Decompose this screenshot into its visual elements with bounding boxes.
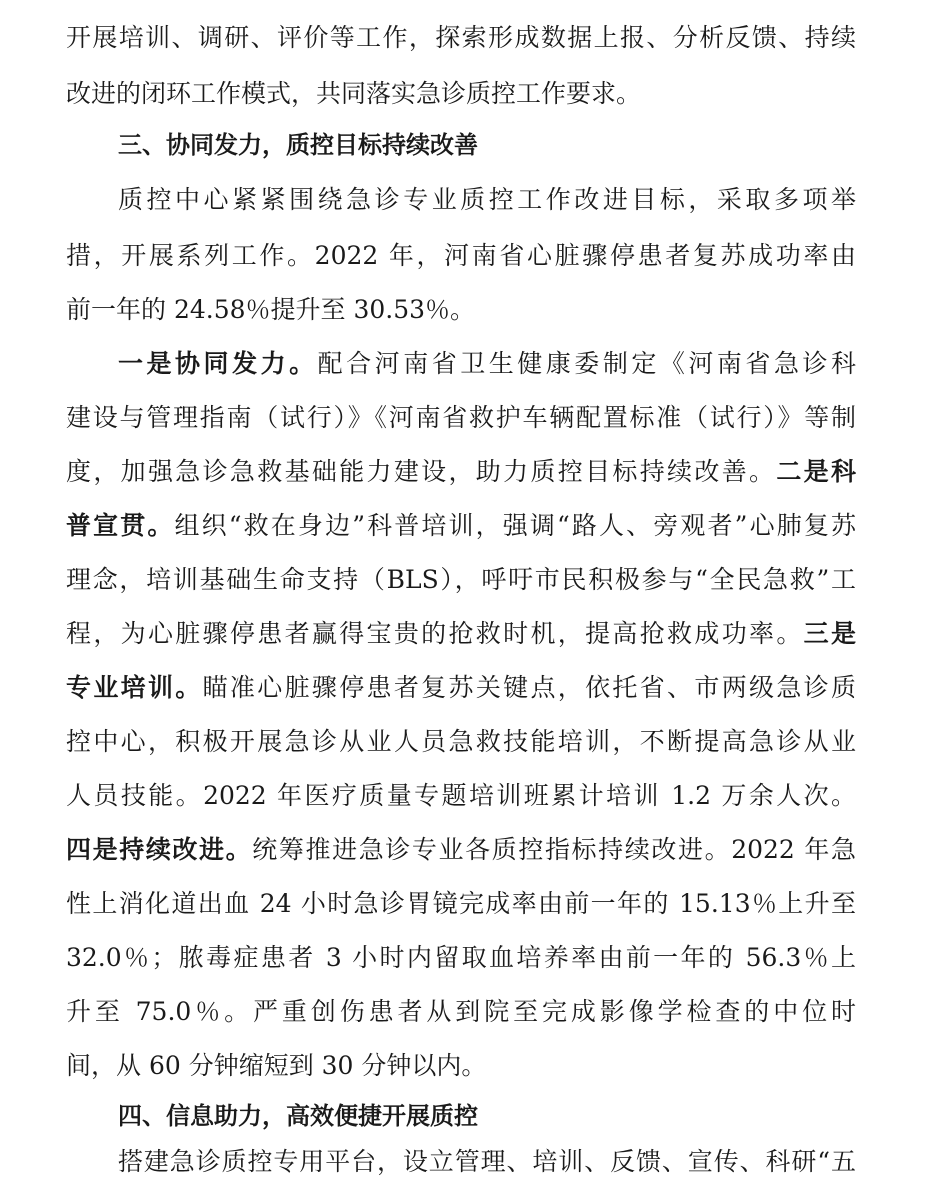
body-text-line (118, 344, 856, 384)
text-run: 瞄准心脏骤停患者复苏关键点，依托省、市两级急诊质 (202, 673, 856, 702)
text-run: 度，加强急诊急救基础能力建设，助力质控目标持续改善。 (66, 457, 777, 486)
text-run: 配合河南省卫生健康委制定《河南省急诊科 (317, 349, 856, 378)
bold-lead-2b: 普宣贯。 (66, 511, 175, 540)
text-run: 统筹推进急诊专业各质控指标持续改进。2022 年急 (252, 835, 856, 864)
body-text-line: 控中心，积极开展急诊从业人员急救技能培训，不断提高急诊从业 (66, 727, 856, 756)
body-text-line: 前一年的 24.58％提升至 30.53％。 (66, 295, 476, 324)
section-heading-4: 四、信息助力，高效便捷开展质控 (118, 1102, 478, 1130)
body-text-line (66, 614, 856, 654)
body-text-line (66, 506, 856, 546)
body-text-line (66, 452, 856, 492)
section-heading-3: 三、协同发力，质控目标持续改善 (118, 131, 478, 159)
body-text-line: 建设与管理指南（试行）》《河南省救护车辆配置标准（试行）》等制 (66, 403, 856, 432)
text-run: 组织“救在身边”科普培训，强调“路人、旁观者”心肺复苏 (174, 511, 856, 540)
body-text-line: 改进的闭环工作模式，共同落实急诊质控工作要求。 (66, 79, 642, 108)
body-text-line: 质控中心紧紧围绕急诊专业质控工作改进目标，采取多项举 (118, 185, 856, 214)
text-run: 程，为心脏骤停患者赢得宝贵的抢救时机，提高抢救成功率。 (66, 619, 804, 648)
body-text-line: 人员技能。2022 年医疗质量专题培训班累计培训 1.2 万余人次。 (66, 781, 856, 810)
body-text-line (66, 668, 856, 708)
bold-lead-1: 一是协同发力。 (118, 349, 318, 378)
bold-lead-3a: 三是 (803, 619, 856, 648)
body-text-line: 措，开展系列工作。2022 年，河南省心脏骤停患者复苏成功率由 (66, 241, 856, 270)
bold-lead-4: 四是持续改进。 (66, 835, 253, 864)
bold-lead-3b: 专业培训。 (66, 673, 203, 702)
body-text-line: 开展培训、调研、评价等工作，探索形成数据上报、分析反馈、持续 (66, 23, 856, 52)
body-text-line: 升至 75.0％。严重创伤患者从到院至完成影像学检查的中位时 (66, 997, 856, 1026)
body-text-line (66, 830, 856, 870)
body-text-line: 理念，培训基础生命支持（BLS），呼吁市民积极参与“全民急救”工 (66, 565, 856, 594)
body-text-line: 搭建急诊质控专用平台，设立管理、培训、反馈、宣传、科研“五 (118, 1147, 856, 1176)
body-text-line: 性上消化道出血 24 小时急诊胃镜完成率由前一年的 15.13％上升至 (66, 889, 856, 918)
bold-lead-2a: 二是科 (776, 457, 856, 486)
body-text-line: 间，从 60 分钟缩短到 30 分钟以内。 (66, 1051, 487, 1080)
body-text-line: 32.0％；脓毒症患者 3 小时内留取血培养率由前一年的 56.3％上 (66, 943, 856, 972)
